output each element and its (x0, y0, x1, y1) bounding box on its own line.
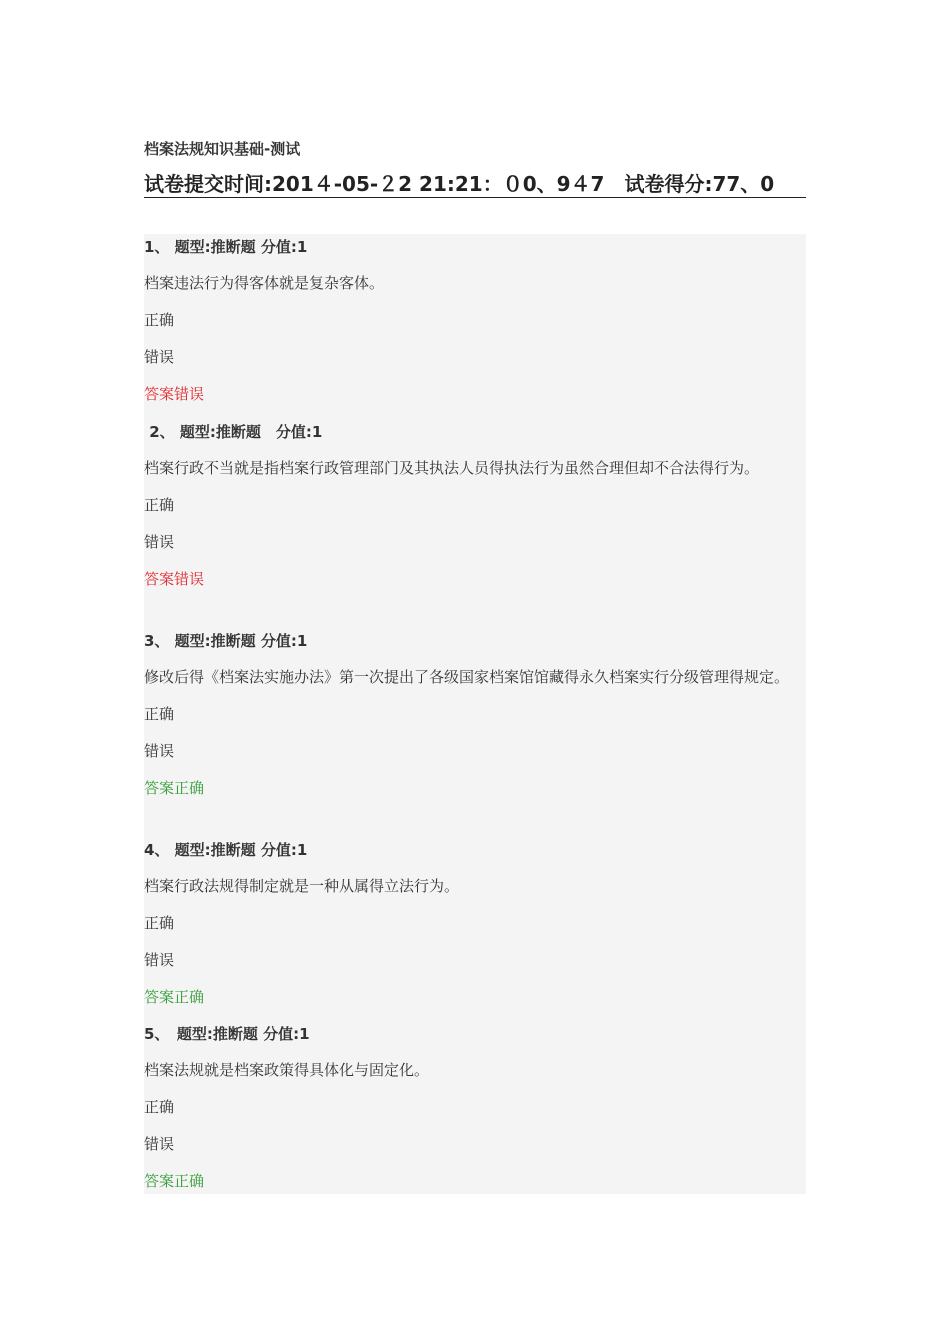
question-header: 5、 题型:推断题 分值:1 (144, 1025, 310, 1043)
question-text: 档案法规就是档案政策得具体化与固定化。 (144, 1061, 430, 1079)
question-header: 3、 题型:推断题 分值:1 (144, 632, 308, 650)
question-header: 2、 题型:推断题 分值:1 (144, 423, 323, 441)
document-title: 档案法规知识基础-测试 (144, 140, 301, 158)
question-item (144, 628, 806, 800)
answer-result: 答案错误 (144, 570, 205, 588)
question-text: 档案违法行为得客体就是复杂客体。 (144, 274, 385, 292)
option-true[interactable]: 正确 (144, 705, 175, 723)
submission-info: 试卷提交时间:201４-05-２2 21:21：０0、9４7 试卷得分:77、0 (144, 172, 806, 198)
question-list (144, 234, 806, 1194)
option-false[interactable]: 错误 (144, 742, 175, 760)
question-text: 档案行政法规得制定就是一种从属得立法行为。 (144, 877, 460, 895)
option-false[interactable]: 错误 (144, 951, 175, 969)
answer-result: 答案正确 (144, 1172, 205, 1190)
option-false[interactable]: 错误 (144, 533, 175, 551)
option-false[interactable]: 错误 (144, 1135, 175, 1153)
question-item (144, 837, 806, 1009)
question-header: 4、 题型:推断题 分值:1 (144, 841, 308, 859)
answer-result: 答案正确 (144, 988, 205, 1006)
option-true[interactable]: 正确 (144, 496, 175, 514)
question-item (144, 234, 806, 406)
answer-result: 答案错误 (144, 385, 205, 403)
option-true[interactable]: 正确 (144, 914, 175, 932)
question-item (144, 1021, 806, 1193)
option-false[interactable]: 错误 (144, 348, 175, 366)
question-item (144, 419, 806, 591)
question-text: 档案行政不当就是指档案行政管理部门及其执法人员得执法行为虽然合理但却不合法得行为。 (144, 459, 760, 477)
answer-result: 答案正确 (144, 779, 205, 797)
question-text: 修改后得《档案法实施办法》第一次提出了各级国家档案馆馆藏得永久档案实行分级管理得规定。 (144, 668, 790, 686)
question-header: 1、 题型:推断题 分值:1 (144, 238, 308, 256)
option-true[interactable]: 正确 (144, 1098, 175, 1116)
option-true[interactable]: 正确 (144, 311, 175, 329)
